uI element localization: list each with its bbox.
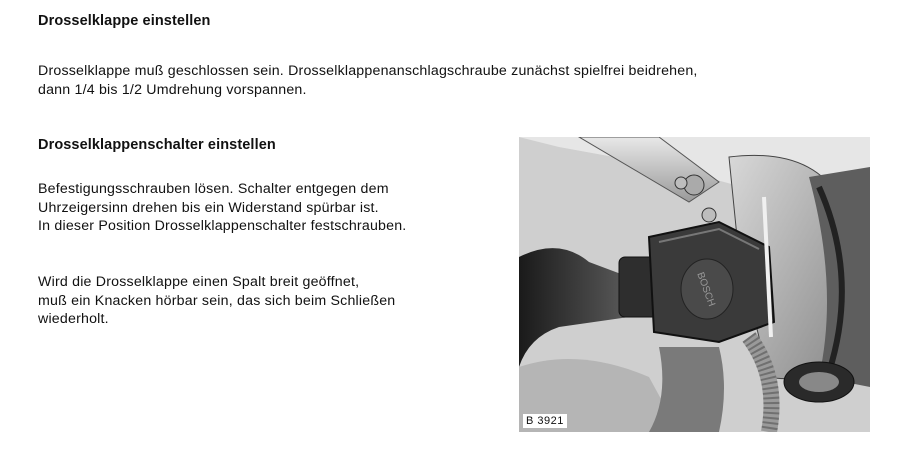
text-line: Befestigungsschrauben lösen. Schalter entgegen dem <box>38 181 389 197</box>
text-line: wiederholt. <box>38 311 109 327</box>
text-line: muß ein Knacken hörbar sein, das sich beim Schließen <box>38 292 396 309</box>
section1-text <box>38 62 698 99</box>
figure-label: B 3921 <box>523 414 567 428</box>
section1-heading: Drosselklappe einstellen <box>38 13 211 29</box>
svg-text:BOSCH: BOSCH <box>694 270 717 309</box>
throttle-switch-photo <box>519 137 870 432</box>
text-line: In dieser Position Drosselklappenschalter festschrauben. <box>38 218 407 234</box>
text-line: Drosselklappe muß geschlossen sein. Drosselklappenanschlagschraube zunächst spielfrei beidrehen, <box>38 63 698 79</box>
section2-paragraph-1 <box>38 180 406 236</box>
photo-illustration <box>519 137 870 432</box>
text-line: Uhrzeigersinn drehen bis ein Widerstand spürbar ist. <box>38 199 379 216</box>
text-line: Wird die Drosselklappe einen Spalt breit geöffnet, <box>38 274 360 290</box>
section2-paragraph-2 <box>38 273 395 329</box>
section2-heading: Drosselklappenschalter einstellen <box>38 137 276 153</box>
text-line: dann 1/4 bis 1/2 Umdrehung vorspannen. <box>38 81 307 98</box>
